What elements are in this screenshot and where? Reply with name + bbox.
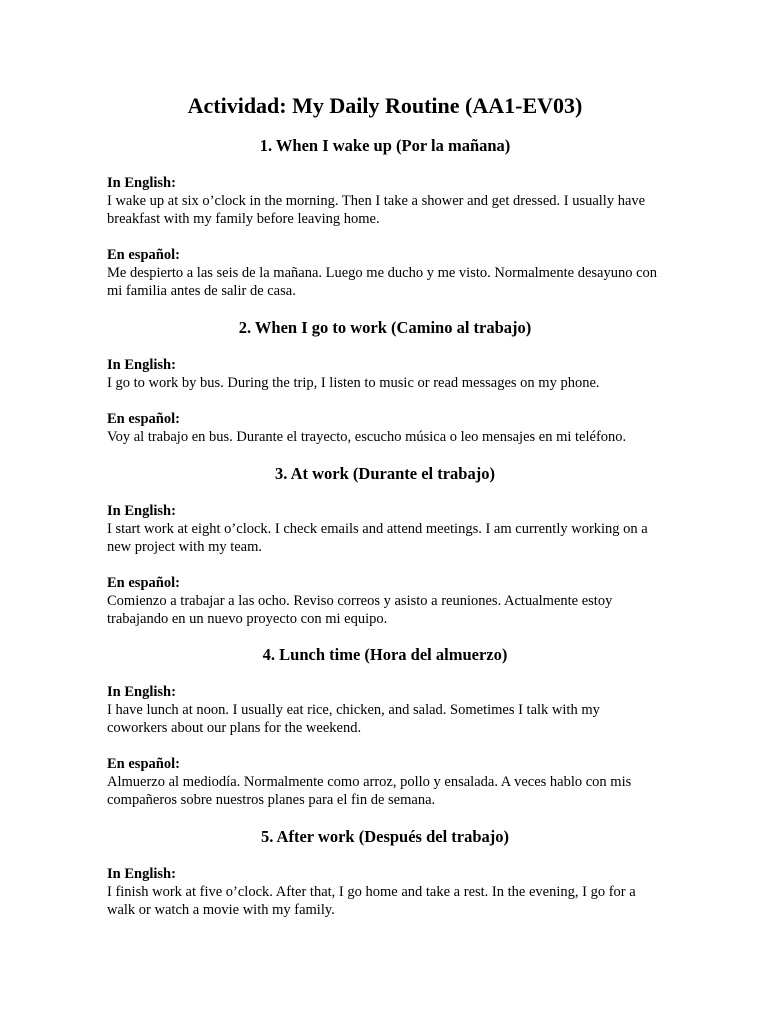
section-5-english-text: I finish work at five o’clock. After that, I go home and take a rest. In the evening, I go for a walk or watch a movie with my family. — [107, 884, 636, 918]
section-4-spanish-label: En español: — [107, 756, 180, 772]
section-1-spanish-text: Me despierto a las seis de la mañana. Luego me ducho y me visto. Normalmente desayuno con mi familia antes de salir de casa. — [107, 265, 658, 299]
section-1-english-label: In English: — [107, 175, 176, 191]
section-2-heading: 2. When I go to work (Camino al trabajo) — [238, 318, 532, 337]
section-3-english-label: In English: — [107, 503, 176, 519]
section-2-english-label: In English: — [107, 357, 176, 373]
section-3-english-text: I start work at eight o’clock. I check emails and attend meetings. I am currently working on a new project with my team. — [107, 521, 648, 555]
section-2-english-text: I go to work by bus. During the trip, I listen to music or read messages on my phone. — [107, 375, 600, 391]
section-1-spanish-label: En español: — [107, 247, 180, 263]
section-4-spanish-text: Almuerzo al mediodía. Normalmente como arroz, pollo y ensalada. A veces hablo con mis compañeros sobre nuestros planes para el fin de semana. — [107, 774, 632, 808]
section-4-heading: 4. Lunch time (Hora del almuerzo) — [262, 645, 508, 664]
section-3-heading: 3. At work (Durante el trabajo) — [275, 464, 495, 483]
section-1-heading: 1. When I wake up (Por la mañana) — [259, 136, 511, 155]
section-2-spanish-text: Voy al trabajo en bus. Durante el trayecto, escucho música o leo mensajes en mi teléfono. — [107, 429, 627, 445]
section-5-heading: 5. After work (Después del trabajo) — [260, 827, 510, 846]
section-5-english-label: In English: — [107, 866, 176, 882]
section-3-spanish-text: Comienzo a trabajar a las ocho. Reviso correos y asisto a reuniones. Actualmente estoy trabajando en un nuevo proyecto con mi equipo. — [107, 593, 613, 627]
section-1-english-text: I wake up at six o’clock in the morning. Then I take a shower and get dressed. I usually have breakfast with my family before leaving home. — [107, 193, 646, 227]
section-3-spanish-label: En español: — [107, 575, 180, 591]
section-4-english-text: I have lunch at noon. I usually eat rice, chicken, and salad. Sometimes I talk with my coworkers about our plans for the weekend. — [107, 702, 600, 736]
section-2-spanish-label: En español: — [107, 411, 180, 427]
document-title: Actividad: My Daily Routine (AA1-EV03) — [187, 93, 583, 118]
section-4-english-label: In English: — [107, 684, 176, 700]
